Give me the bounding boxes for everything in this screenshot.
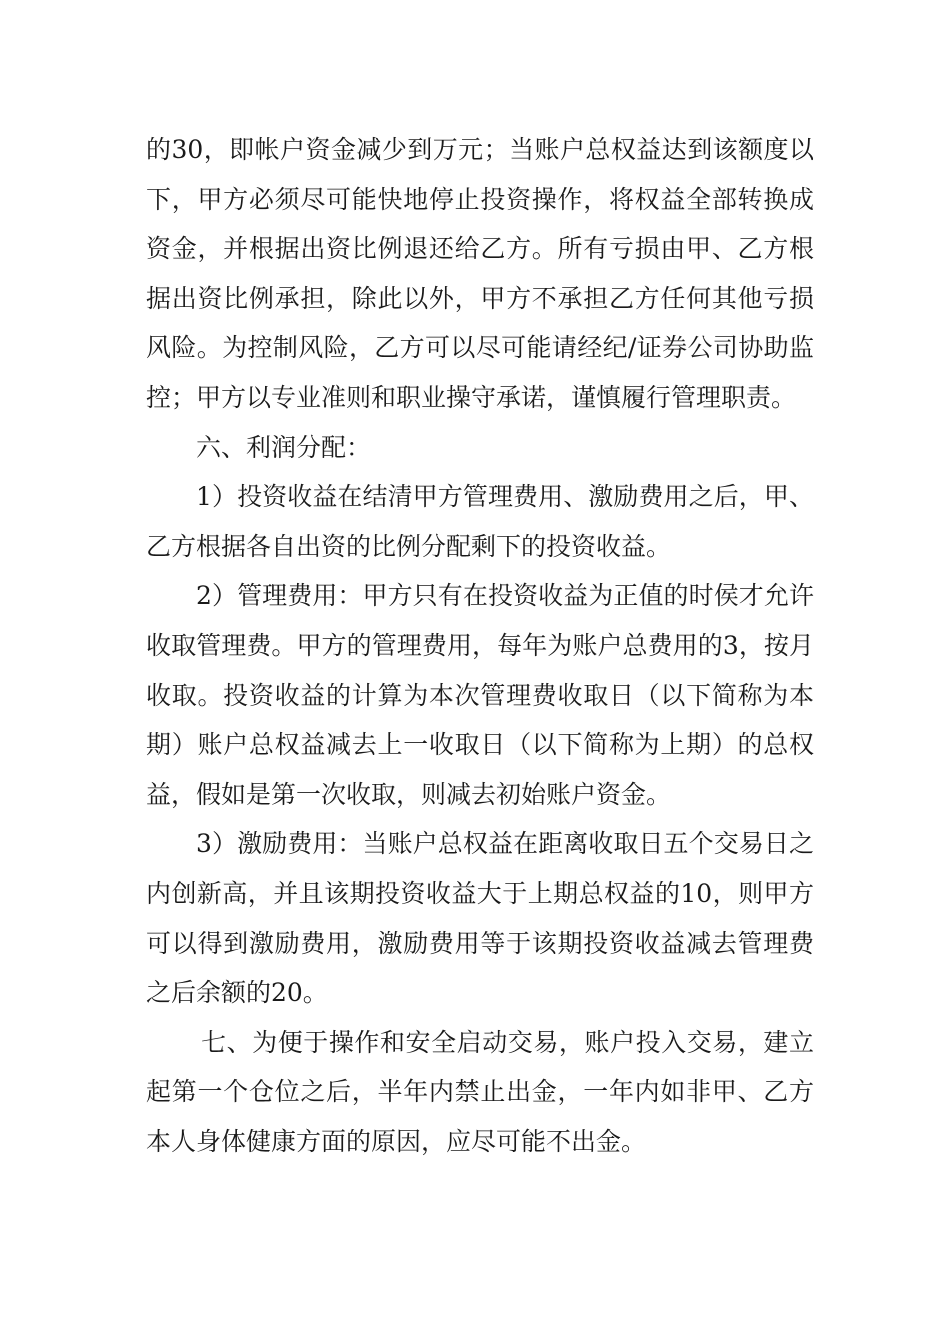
- paragraph-risk-control: 的30，即帐户资金减少到万元；当账户总权益达到该额度以下，甲方必须尽可能快地停止投资操作，将权益全部转换成资金，并根据出资比例退还给乙方。所有亏损由甲、乙方根据出资比例承担，除此以外，甲方不承担乙方任何其他亏损风险。为控制风险，乙方可以尽可能请经纪/证券公司协助监控；甲方以专业准则和职业操守承诺，谨慎履行管理职责。: [146, 135, 814, 412]
- section-heading-profit-distribution: 六、利润分配：: [196, 432, 372, 462]
- document-page: [146, 125, 814, 1166]
- paragraph-incentive-fee: 3）激励费用：当账户总权益在距离收取日五个交易日之内创新高，并且该期投资收益大于上期总权益的10，则甲方可以得到激励费用，激励费用等于该期投资收益减去管理费之后余额的20。: [146, 829, 814, 1008]
- paragraph-withdrawal-restriction: 七、为便于操作和安全启动交易，账户投入交易，建立起第一个仓位之后，半年内禁止出金，一年内如非甲、乙方本人身体健康方面的原因，应尽可能不出金。: [146, 1027, 814, 1156]
- paragraph-management-fee: 2）管理费用：甲方只有在投资收益为正值的时侯才允许收取管理费。甲方的管理费用，每年为账户总费用的3，按月收取。投资收益的计算为本次管理费收取日（以下简称为本期）账户总权益减去上一收取日（以下简称为上期）的总权益，假如是第一次收取，则减去初始账户资金。: [146, 581, 814, 809]
- paragraph-investment-income: 1）投资收益在结清甲方管理费用、激励费用之后，甲、乙方根据各自出资的比例分配剩下的投资收益。: [146, 482, 814, 561]
